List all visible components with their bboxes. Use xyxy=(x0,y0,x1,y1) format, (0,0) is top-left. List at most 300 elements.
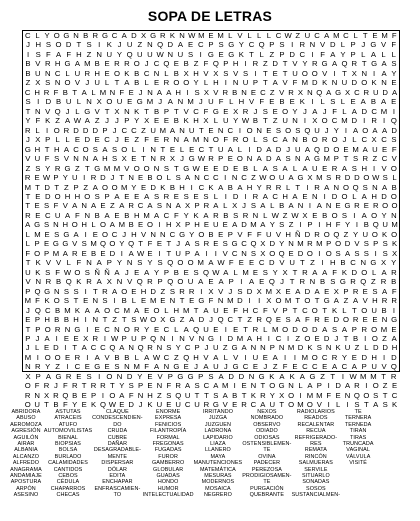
grid-letter[interactable]: B xyxy=(124,210,130,220)
grid-letter[interactable]: M xyxy=(370,371,377,381)
grid-letter[interactable]: H xyxy=(76,49,82,59)
grid-letter[interactable]: V xyxy=(62,201,68,211)
grid-letter[interactable]: X xyxy=(275,286,282,296)
grid-letter[interactable]: T xyxy=(292,305,298,315)
grid-letter[interactable]: I xyxy=(293,352,297,362)
grid-letter[interactable]: S xyxy=(330,97,336,107)
grid-letter[interactable]: R xyxy=(160,31,166,40)
grid-letter[interactable]: L xyxy=(91,87,96,97)
grid-letter[interactable]: C xyxy=(241,239,247,249)
grid-letter[interactable]: Z xyxy=(262,59,268,69)
grid-letter[interactable]: F xyxy=(147,239,153,249)
grid-letter[interactable]: D xyxy=(311,324,318,334)
grid-letter[interactable]: E xyxy=(362,286,368,296)
grid-letter[interactable]: A xyxy=(304,144,310,154)
grid-letter[interactable]: J xyxy=(115,135,119,145)
grid-letter[interactable]: D xyxy=(297,343,304,353)
grid-letter[interactable]: P xyxy=(163,267,169,277)
grid-letter[interactable]: P xyxy=(138,381,144,391)
grid-letter[interactable]: R xyxy=(163,78,170,88)
grid-letter[interactable]: R xyxy=(331,352,338,362)
grid-letter[interactable]: E xyxy=(292,362,298,372)
grid-letter[interactable]: G xyxy=(370,40,377,50)
grid-letter[interactable]: A xyxy=(92,154,98,164)
grid-letter[interactable]: S xyxy=(354,400,360,410)
grid-letter[interactable]: H xyxy=(166,220,172,230)
grid-letter[interactable]: R xyxy=(362,154,369,164)
grid-letter[interactable]: O xyxy=(275,296,282,306)
grid-letter[interactable]: B xyxy=(302,135,308,145)
grid-letter[interactable]: R xyxy=(54,324,61,334)
grid-letter[interactable]: T xyxy=(204,390,209,400)
grid-letter[interactable]: N xyxy=(156,343,163,353)
grid-letter[interactable]: U xyxy=(156,400,163,410)
grid-letter[interactable]: Z xyxy=(75,163,80,173)
grid-letter[interactable]: D xyxy=(351,78,358,88)
grid-letter[interactable]: C xyxy=(350,258,356,268)
grid-letter[interactable]: U xyxy=(71,173,78,183)
grid-letter[interactable]: E xyxy=(156,239,162,249)
grid-letter[interactable]: N xyxy=(372,182,378,192)
grid-letter[interactable]: J xyxy=(253,106,258,116)
grid-letter[interactable]: K xyxy=(134,106,140,116)
grid-letter[interactable]: J xyxy=(228,286,233,296)
grid-letter[interactable]: N xyxy=(53,220,59,230)
grid-letter[interactable]: V xyxy=(248,97,255,107)
grid-letter[interactable]: Q xyxy=(167,277,174,287)
grid-letter[interactable]: N xyxy=(241,87,247,97)
grid-letter[interactable]: E xyxy=(134,191,140,201)
grid-letter[interactable]: A xyxy=(167,97,173,107)
grid-letter[interactable]: A xyxy=(282,163,288,173)
grid-letter[interactable]: I xyxy=(291,40,294,50)
grid-letter[interactable]: R xyxy=(252,324,259,334)
grid-letter[interactable]: N xyxy=(309,277,316,287)
grid-letter[interactable]: B xyxy=(242,163,249,173)
grid-letter[interactable]: S xyxy=(193,267,199,277)
grid-letter[interactable]: X xyxy=(351,68,357,78)
grid-letter[interactable]: A xyxy=(208,258,214,268)
grid-letter[interactable]: E xyxy=(153,116,160,126)
grid-letter[interactable]: N xyxy=(179,125,185,135)
grid-letter[interactable]: G xyxy=(309,371,316,381)
grid-letter[interactable]: I xyxy=(364,334,367,343)
grid-letter[interactable]: Y xyxy=(269,220,275,230)
grid-letter[interactable]: Q xyxy=(268,277,275,287)
grid-letter[interactable]: N xyxy=(241,248,247,258)
grid-letter[interactable]: J xyxy=(26,40,30,50)
grid-letter[interactable]: U xyxy=(304,31,311,40)
grid-letter[interactable]: Q xyxy=(316,87,323,97)
grid-letter[interactable]: R xyxy=(163,191,170,201)
grid-letter[interactable]: K xyxy=(381,229,388,239)
grid-letter[interactable]: Q xyxy=(372,220,379,230)
grid-letter[interactable]: A xyxy=(381,59,387,69)
grid-letter[interactable]: N xyxy=(256,125,262,135)
grid-letter[interactable]: D xyxy=(228,371,234,381)
grid-letter[interactable]: V xyxy=(45,106,51,116)
grid-letter[interactable]: P xyxy=(73,182,79,192)
grid-letter[interactable]: U xyxy=(175,248,181,258)
grid-letter[interactable]: B xyxy=(279,97,285,107)
grid-letter[interactable]: R xyxy=(299,277,306,287)
grid-letter[interactable]: L xyxy=(352,135,357,145)
grid-letter[interactable]: A xyxy=(256,154,262,164)
grid-letter[interactable]: Q xyxy=(128,239,135,249)
grid-letter[interactable]: X xyxy=(213,68,219,78)
grid-letter[interactable]: L xyxy=(25,229,30,239)
grid-letter[interactable]: E xyxy=(391,97,397,107)
grid-letter[interactable]: E xyxy=(160,296,166,306)
grid-letter[interactable]: S xyxy=(275,125,282,135)
grid-letter[interactable]: O xyxy=(331,135,338,145)
grid-letter[interactable]: G xyxy=(44,286,51,296)
grid-letter[interactable]: N xyxy=(198,334,205,343)
grid-letter[interactable]: F xyxy=(35,116,41,126)
grid-letter[interactable]: T xyxy=(25,258,31,268)
grid-letter[interactable]: T xyxy=(54,182,60,192)
grid-letter[interactable]: R xyxy=(390,371,397,381)
grid-letter[interactable]: Y xyxy=(119,239,125,249)
grid-letter[interactable]: O xyxy=(156,173,163,183)
grid-letter[interactable]: Q xyxy=(136,277,143,287)
grid-letter[interactable]: V xyxy=(74,78,80,88)
grid-letter[interactable]: O xyxy=(236,154,243,164)
grid-letter[interactable]: G xyxy=(179,229,186,239)
grid-letter[interactable]: L xyxy=(270,201,275,211)
grid-letter[interactable]: A xyxy=(153,362,160,372)
grid-letter[interactable]: L xyxy=(91,220,96,230)
grid-letter[interactable]: N xyxy=(391,210,397,220)
grid-letter[interactable]: P xyxy=(252,78,258,88)
grid-letter[interactable]: Y xyxy=(137,371,143,381)
grid-letter[interactable]: R xyxy=(90,381,97,391)
grid-letter[interactable]: N xyxy=(246,154,253,164)
grid-letter[interactable]: P xyxy=(218,154,224,164)
grid-letter[interactable]: Q xyxy=(353,390,360,400)
grid-letter[interactable]: L xyxy=(340,97,346,107)
grid-letter[interactable]: W xyxy=(188,31,196,40)
grid-letter[interactable]: X xyxy=(312,116,318,126)
grid-letter[interactable]: U xyxy=(213,343,219,353)
grid-letter[interactable]: Z xyxy=(55,116,60,126)
grid-letter[interactable]: I xyxy=(224,173,227,183)
grid-letter[interactable]: B xyxy=(54,315,60,325)
grid-letter[interactable]: W xyxy=(63,267,72,277)
grid-letter[interactable]: P xyxy=(198,371,204,381)
grid-letter[interactable]: E xyxy=(208,125,214,135)
grid-letter[interactable]: V xyxy=(140,229,147,239)
grid-letter[interactable]: Y xyxy=(25,116,31,126)
grid-letter[interactable]: E xyxy=(302,191,308,201)
grid-letter[interactable]: A xyxy=(266,144,272,154)
grid-letter[interactable]: V xyxy=(237,31,243,40)
grid-letter[interactable]: S xyxy=(382,173,388,183)
grid-letter[interactable]: G xyxy=(198,296,205,306)
grid-letter[interactable]: O xyxy=(321,116,328,126)
grid-letter[interactable]: J xyxy=(158,97,163,107)
grid-letter[interactable]: E xyxy=(43,239,50,249)
grid-letter[interactable]: U xyxy=(213,220,219,230)
grid-letter[interactable]: I xyxy=(36,352,39,362)
grid-letter[interactable]: C xyxy=(44,305,51,315)
grid-letter[interactable]: Q xyxy=(99,400,106,410)
grid-letter[interactable]: V xyxy=(45,258,51,268)
grid-letter[interactable]: E xyxy=(81,248,87,258)
grid-letter[interactable]: J xyxy=(85,78,90,88)
grid-letter[interactable]: G xyxy=(188,154,195,164)
grid-letter[interactable]: S xyxy=(45,267,51,277)
grid-letter[interactable]: U xyxy=(278,173,285,183)
grid-letter[interactable]: A xyxy=(213,352,219,362)
grid-letter[interactable]: E xyxy=(104,362,110,372)
grid-letter[interactable]: E xyxy=(104,68,110,78)
grid-letter[interactable]: D xyxy=(100,173,106,183)
grid-letter[interactable]: E xyxy=(128,87,134,97)
grid-letter[interactable]: L xyxy=(263,324,268,334)
grid-letter[interactable]: R xyxy=(256,315,262,325)
grid-letter[interactable]: R xyxy=(25,210,31,220)
grid-letter[interactable]: E xyxy=(34,173,40,183)
grid-letter[interactable]: K xyxy=(169,31,175,40)
grid-letter[interactable]: A xyxy=(292,191,298,201)
grid-letter[interactable]: B xyxy=(363,220,369,230)
grid-letter[interactable]: E xyxy=(124,135,130,145)
grid-letter[interactable]: Ñ xyxy=(294,229,301,239)
grid-letter[interactable]: Y xyxy=(45,362,51,372)
grid-letter[interactable]: Z xyxy=(141,125,146,135)
grid-letter[interactable]: B xyxy=(320,277,326,287)
grid-letter[interactable]: V xyxy=(233,68,239,78)
grid-letter[interactable]: C xyxy=(137,201,144,211)
grid-letter[interactable]: V xyxy=(203,352,209,362)
grid-letter[interactable]: O xyxy=(104,305,111,315)
grid-letter[interactable]: P xyxy=(25,286,31,296)
grid-letter[interactable]: M xyxy=(159,125,166,135)
grid-letter[interactable]: R xyxy=(252,191,259,201)
grid-letter[interactable]: H xyxy=(140,286,147,296)
grid-letter[interactable]: T xyxy=(72,343,78,353)
grid-letter[interactable]: C xyxy=(250,400,257,410)
grid-letter[interactable]: X xyxy=(83,334,89,343)
grid-letter[interactable]: E xyxy=(208,277,214,287)
grid-letter[interactable]: I xyxy=(373,163,376,173)
grid-letter[interactable]: Y xyxy=(193,78,199,88)
grid-letter[interactable]: O xyxy=(311,135,318,145)
grid-letter[interactable]: P xyxy=(163,106,169,116)
grid-letter[interactable]: A xyxy=(312,267,318,277)
grid-letter[interactable]: C xyxy=(104,135,110,145)
grid-letter[interactable]: O xyxy=(285,125,292,135)
grid-letter[interactable]: D xyxy=(126,371,133,381)
grid-letter[interactable]: C xyxy=(302,305,308,315)
grid-letter[interactable]: N xyxy=(309,40,316,50)
grid-letter[interactable]: O xyxy=(361,78,368,88)
grid-letter[interactable]: O xyxy=(71,220,78,230)
grid-letter[interactable]: O xyxy=(53,296,60,306)
grid-letter[interactable]: N xyxy=(232,78,239,88)
grid-letter[interactable]: R xyxy=(147,277,153,287)
grid-letter[interactable]: M xyxy=(301,352,309,362)
grid-letter[interactable]: I xyxy=(46,125,49,135)
grid-letter[interactable]: O xyxy=(371,334,378,343)
grid-letter[interactable]: J xyxy=(176,239,181,249)
grid-letter[interactable]: U xyxy=(344,343,351,353)
grid-letter[interactable]: S xyxy=(285,154,291,164)
grid-letter[interactable]: J xyxy=(180,154,184,164)
grid-letter[interactable]: E xyxy=(262,352,268,362)
grid-letter[interactable]: F xyxy=(391,144,397,154)
grid-letter[interactable]: E xyxy=(351,352,357,362)
grid-letter[interactable]: W xyxy=(259,173,267,183)
grid-letter[interactable]: F xyxy=(228,258,234,268)
grid-letter[interactable]: I xyxy=(374,248,377,258)
grid-letter[interactable]: A xyxy=(90,201,97,211)
grid-letter[interactable]: R xyxy=(90,173,97,183)
grid-letter[interactable]: M xyxy=(187,97,194,107)
grid-letter[interactable]: E xyxy=(138,173,144,183)
grid-letter[interactable]: S xyxy=(166,390,172,400)
grid-letter[interactable]: N xyxy=(116,371,123,381)
grid-letter[interactable]: M xyxy=(182,305,190,315)
grid-letter[interactable]: B xyxy=(391,277,397,287)
grid-letter[interactable]: O xyxy=(84,191,91,201)
grid-letter[interactable]: F xyxy=(332,267,337,277)
grid-letter[interactable]: E xyxy=(44,229,50,239)
grid-letter[interactable]: C xyxy=(227,125,234,135)
grid-letter[interactable]: U xyxy=(188,125,195,135)
grid-letter[interactable]: F xyxy=(203,106,209,116)
grid-letter[interactable]: S xyxy=(54,229,60,239)
grid-letter[interactable]: X xyxy=(25,371,31,381)
grid-letter[interactable]: C xyxy=(391,390,398,400)
grid-letter[interactable]: N xyxy=(288,239,294,249)
grid-letter[interactable]: L xyxy=(342,106,347,116)
grid-letter[interactable]: X xyxy=(297,87,304,97)
grid-letter[interactable]: M xyxy=(90,239,97,249)
grid-letter[interactable]: I xyxy=(84,229,87,239)
grid-letter[interactable]: D xyxy=(361,106,367,116)
grid-letter[interactable]: D xyxy=(372,343,379,353)
grid-letter[interactable]: G xyxy=(228,40,235,50)
grid-letter[interactable]: D xyxy=(45,97,52,107)
grid-letter[interactable]: W xyxy=(73,116,82,126)
grid-letter[interactable]: D xyxy=(150,286,156,296)
grid-letter[interactable]: D xyxy=(361,352,367,362)
grid-letter[interactable]: E xyxy=(350,97,356,107)
grid-letter[interactable]: S xyxy=(262,106,268,116)
grid-letter[interactable]: B xyxy=(208,229,214,239)
grid-letter[interactable]: I xyxy=(299,390,302,400)
grid-letter[interactable]: S xyxy=(156,201,162,211)
grid-letter[interactable]: S xyxy=(112,154,118,164)
grid-letter[interactable]: N xyxy=(124,106,130,116)
grid-letter[interactable]: V xyxy=(233,352,239,362)
grid-letter[interactable]: N xyxy=(147,40,153,50)
grid-letter[interactable]: N xyxy=(167,49,174,59)
grid-letter[interactable]: O xyxy=(363,390,370,400)
grid-letter[interactable]: Y xyxy=(391,258,397,268)
grid-letter[interactable]: R xyxy=(275,182,282,192)
grid-letter[interactable]: P xyxy=(333,154,339,164)
grid-letter[interactable]: S xyxy=(363,239,369,249)
grid-letter[interactable]: V xyxy=(124,163,130,173)
grid-letter[interactable]: F xyxy=(326,390,332,400)
grid-letter[interactable]: I xyxy=(327,400,330,410)
grid-letter[interactable]: C xyxy=(153,59,160,69)
grid-letter[interactable]: I xyxy=(318,220,321,230)
grid-letter[interactable]: P xyxy=(185,248,191,258)
grid-letter[interactable]: B xyxy=(147,173,153,183)
grid-letter[interactable]: Y xyxy=(381,210,387,220)
grid-letter[interactable]: P xyxy=(350,40,356,50)
grid-letter[interactable]: V xyxy=(279,258,285,268)
grid-letter[interactable]: D xyxy=(92,125,99,135)
grid-letter[interactable]: Y xyxy=(183,210,189,220)
grid-letter[interactable]: S xyxy=(43,220,50,230)
grid-letter[interactable]: X xyxy=(266,296,272,306)
grid-letter[interactable]: N xyxy=(153,68,160,78)
grid-letter[interactable]: K xyxy=(76,277,82,287)
grid-letter[interactable]: N xyxy=(25,362,31,372)
grid-letter[interactable]: R xyxy=(372,201,379,211)
grid-letter[interactable]: I xyxy=(66,362,69,372)
grid-letter[interactable]: M xyxy=(287,343,295,353)
grid-letter[interactable]: I xyxy=(327,381,330,391)
grid-letter[interactable]: H xyxy=(131,229,137,239)
grid-letter[interactable]: I xyxy=(287,334,290,343)
grid-letter[interactable]: W xyxy=(192,163,200,173)
grid-letter[interactable]: E xyxy=(127,97,133,107)
grid-letter[interactable]: A xyxy=(44,334,50,343)
grid-letter[interactable]: O xyxy=(242,135,249,145)
grid-letter[interactable]: E xyxy=(140,182,147,192)
grid-letter[interactable]: M xyxy=(227,296,234,306)
grid-letter[interactable]: L xyxy=(247,31,252,40)
grid-letter[interactable]: J xyxy=(138,87,143,97)
grid-letter[interactable]: A xyxy=(104,210,110,220)
grid-letter[interactable]: E xyxy=(163,116,169,126)
grid-letter[interactable]: Y xyxy=(344,220,351,230)
grid-letter[interactable]: T xyxy=(81,381,87,391)
grid-letter[interactable]: M xyxy=(121,182,128,192)
grid-letter[interactable]: S xyxy=(153,191,160,201)
grid-letter[interactable]: S xyxy=(94,191,100,201)
grid-letter[interactable]: E xyxy=(289,97,295,107)
grid-letter[interactable]: S xyxy=(208,371,214,381)
grid-letter[interactable]: M xyxy=(323,154,330,164)
grid-letter[interactable]: N xyxy=(166,201,172,211)
grid-letter[interactable]: E xyxy=(84,362,90,372)
grid-letter[interactable]: M xyxy=(133,362,140,372)
grid-letter[interactable]: I xyxy=(244,59,247,69)
grid-letter[interactable]: X xyxy=(35,135,41,145)
grid-letter[interactable]: E xyxy=(173,191,179,201)
grid-letter[interactable]: I xyxy=(224,191,227,201)
grid-letter[interactable]: U xyxy=(292,68,298,78)
grid-letter[interactable]: O xyxy=(282,106,289,116)
grid-letter[interactable]: T xyxy=(282,68,288,78)
grid-letter[interactable]: R xyxy=(213,210,219,220)
grid-letter[interactable]: O xyxy=(371,229,378,239)
grid-letter[interactable]: R xyxy=(299,40,306,50)
grid-letter[interactable]: A xyxy=(84,305,90,315)
grid-letter[interactable]: E xyxy=(272,68,278,78)
grid-letter[interactable]: A xyxy=(279,371,285,381)
grid-letter[interactable]: S xyxy=(218,40,224,50)
grid-letter[interactable]: Z xyxy=(372,154,378,164)
grid-letter[interactable]: A xyxy=(370,49,376,59)
